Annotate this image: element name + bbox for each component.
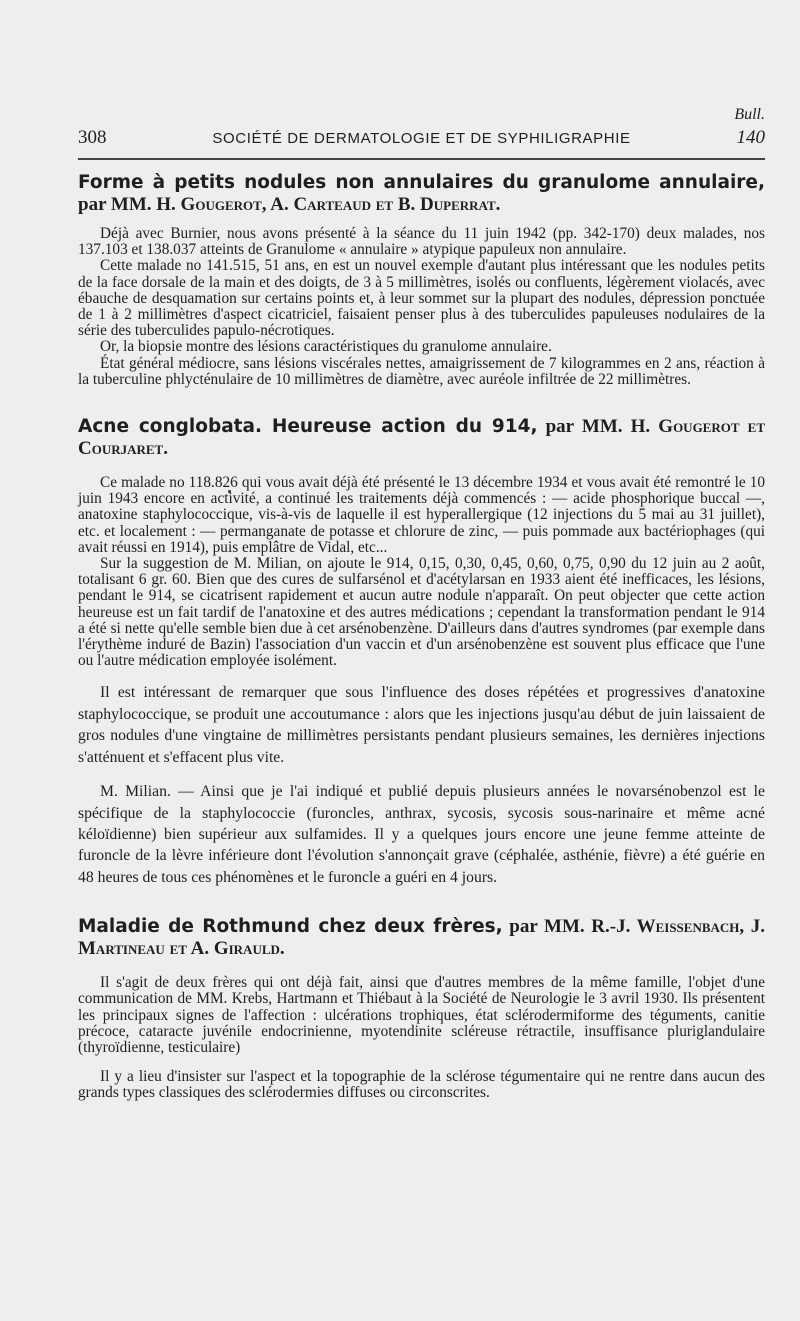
running-header — [78, 127, 765, 151]
article-byline-par: par MM. — [502, 916, 592, 938]
article-authors: H. Gougerot et Courjaret. — [78, 416, 765, 460]
paragraph: Sur la suggestion de M. Milian, on ajoute le 914, 0,15, 0,30, 0,45, 0,60, 0,75, 0,90 du 12 juin au 2 août, totalisant 6 gr. 60. Bien que des cures de sulfarsénol et d'acétylarsan en 1933 aient été inefficaces, les lésions, pendant le 914, se cicatrisent rapidement et aucun autre nodule n'apparaît. On peut objecter que cette action heureuse est un fait tardif de l'anatoxine et des autres médications ; cependant la transformation pendant le 914 a été si nette qu'elle semble bien due à cet arsénobenzène. D'ailleurs dans d'autres syndromes (par exemple dans l'érythème induré de Bazin) l'association d'un vaccin et d'un arsénobenzène est souvent plus efficace que l'une ou l'autre médication employée isolément. — [78, 555, 765, 670]
article-title — [78, 172, 765, 216]
article-title-text: Acne conglobata. Heureuse action du 914, — [78, 416, 538, 438]
page-body — [78, 172, 765, 1102]
article-title — [78, 916, 765, 960]
running-title: SOCIÉTÉ DE DERMATOLOGIE ET DE SYPHILIGRAPHIE — [212, 130, 631, 147]
article-title-text: Forme à petits nodules non annulaires du granulome annulaire, — [78, 172, 765, 193]
paragraph: Il est intéressant de remarquer que sous l'influence des doses répétées et progressives d'anatoxine staphylococcique, se produit une accoutumance : alors que les injections jusqu'au début de juin laissaient de gros nodules d'une vingtaine de millimètres persistants pendant plusieurs semaines, les dernières injections s'atténuent et s'effacent plus vite. — [78, 684, 765, 766]
header-rule — [78, 158, 765, 160]
article-byline-par: par MM. — [537, 416, 631, 438]
article-byline-par: par MM. — [78, 194, 157, 215]
discussion-paragraph: M. Milian. — Ainsi que je l'ai indiqué et publié depuis plusieurs années le novarsénobenzol est le spécifique de la staphylococcie (furoncles, anthrax, sycosis, sycosis sous-narinaire et même acné kéloïdienne) bien supérieur aux sulfamides. Il y a quelques jours encore une jeune femme atteinte de furoncle de la lèvre inférieure dont l'évolution s'annonçait grave (céphalée, asthénie, fièvre) a été guérie en 48 heures de tous ces phénomènes et le furoncle a guéri en 4 jours. — [78, 783, 765, 886]
volume-number: 140 — [736, 127, 765, 148]
page-number: 308 — [78, 127, 107, 148]
journal-abbreviation: Bull. — [734, 106, 765, 123]
paragraph: Cette malade no 141.515, 51 ans, en est un nouvel exemple d'autant plus intéressant que les nodules petits de la face dorsale de la main et des doigts, de 3 à 5 millimètres, isolés ou confluents, légèrement violacés, avec ébauche de desquamation sur certains points et, à leur sommet sur la plupart des nodules, dépression ponctuée de 1 à 2 millimètres d'aspect cicatriciel, faisaient penser plus à des tuberculides papuleuses nodulaires de la série des tuberculides papulo-nécrotiques. — [78, 257, 765, 340]
article-authors: H. Gougerot, A. Carteaud et B. Duperrat. — [156, 194, 501, 215]
paragraph: Or, la biopsie montre des lésions caractéristiques du granulome annulaire. — [100, 338, 552, 356]
article-title-text: Maladie de Rothmund chez deux frères, — [78, 916, 503, 938]
paragraph: Il y a lieu d'insister sur l'aspect et la topographie de la sclérose tégumentaire qui ne rentre dans aucun des grands types classiques des sclérodermies diffuses ou circonscrites. — [78, 1068, 765, 1102]
paragraph: État général médiocre, sans lésions viscérales nettes, amaigrissement de 7 kilogrammes en 2 ans, réaction à la tuberculine phlycténulaire de 10 millimètres de diamètre, avec auréole infiltrée de 22 millimètres. — [78, 354, 765, 388]
article-title — [78, 416, 765, 460]
article-authors: R.-J. Weissenbach, J. Martineau et A. Girauld. — [78, 916, 765, 960]
paragraph: Il s'agit de deux frères qui ont déjà fait, ainsi que d'autres membres de la même famille, l'objet d'une communication de MM. Krebs, Hartmann et Thiébaut à la Société de Neurologie le 3 avril 1930. Ils présentent les principaux signes de l'affection : ulcérations trophiques, état sclérodermiforme des téguments, canitie précoce, cataracte juvénile endocrinienne, myotendinite scléreuse rétractile, insuffisance pluriglandulaire (thyroïdienne, testiculaire) — [78, 974, 765, 1056]
paragraph: Ce malade no 118.826 qui vous avait déjà été présenté le 13 décembre 1934 et vous avait été remontré le 10 juin 1943 encore en activité, a continué les traitements déjà commencés : — acide phosphorique buccal —, anatoxine staphylococcique, vis-à-vis de laquelle il est hyperallergique (12 injections du 5 mai au 31 juillet), etc. et localement : — permanganate de potasse et chlorure de zinc, — puis pommade aux bactériophages (qui avait réussi en 1914), puis emplâtre de Vidal, etc... — [78, 474, 765, 556]
paragraph: Déjà avec Burnier, nous avons présenté à la séance du 11 juin 1942 (pp. 342-170) deux malades, nos 137.103 et 138.037 atteints de Granulome « annulaire » atypique papuleux non annulaire. — [78, 225, 765, 259]
